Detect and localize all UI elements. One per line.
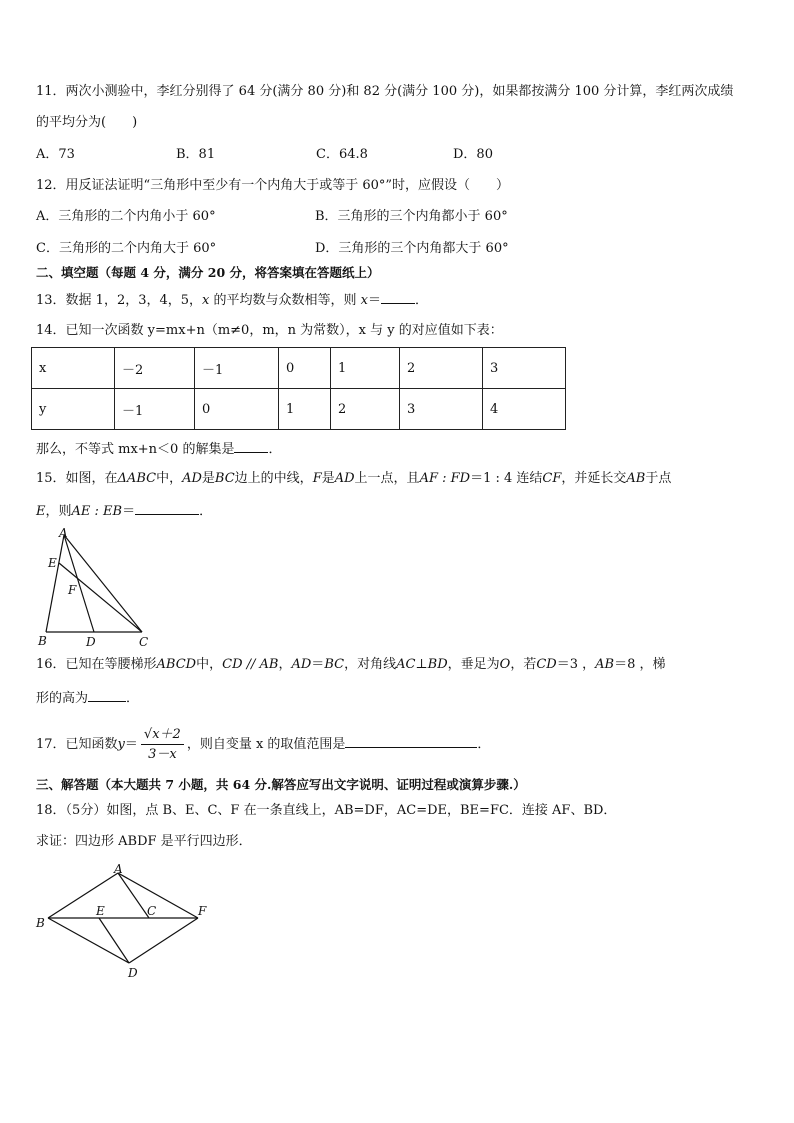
q16-stem-line2 (36, 688, 139, 708)
q11-option-c: C．64.8 (316, 147, 368, 162)
segment-bd (48, 918, 129, 963)
label-f: F (68, 583, 77, 597)
q18-parallelogram-figure (30, 862, 220, 982)
q17-math: y (117, 737, 125, 752)
q18-stem-line1: 18．（5分）如图，点 B、E、C、F 在一条直线上，AB=DF，AC=DE，BE=FC．连接 AF、BD． (36, 803, 617, 818)
q16-text: ，对角线 (344, 657, 397, 672)
q15-math: AE : EB (71, 504, 123, 519)
segment-ac (118, 873, 149, 918)
q15-text: ＝ (122, 504, 136, 519)
table-row (32, 389, 566, 430)
q16-math: AD (291, 657, 312, 672)
q16-text: ． (126, 691, 140, 706)
q11-stem-line1: 11．两次小测验中，李红分别得了 64 分(满分 80 分)和 82 分(满分 100 分)，如果都按满分 100 分计算，李红两次成绩 (36, 84, 734, 99)
q14-after-table (36, 439, 281, 459)
q15-math: CF (542, 471, 562, 486)
q15-math: AF : FD (419, 471, 471, 486)
q12-option-c: C．三角形的二个内角大于 60° (36, 241, 217, 256)
q15-text: ＝1 : 4 连结 (470, 471, 543, 486)
table-row (32, 348, 566, 389)
table-cell: －1 (195, 348, 279, 389)
label-c: C (139, 635, 149, 649)
section-heading-fill-in: 二、填空题（每题 4 分，满分 20 分，将答案填在答题纸上） (36, 265, 380, 280)
q15-text: ． (199, 504, 213, 519)
q11-stem-line2: 的平均分为( ) (36, 115, 138, 130)
segment-ab (46, 535, 64, 632)
q12-option-d: D．三角形的三个内角都大于 60° (315, 241, 509, 256)
table-cell: 3 (400, 389, 483, 430)
table-cell: 4 (483, 389, 566, 430)
q11-option-a: A．73 (36, 147, 75, 162)
q12-stem: 12．用反证法证明“三角形中至少有一个内角大于或等于 60°”时，应假设（ ） (36, 178, 510, 193)
q16-math: O (499, 657, 511, 672)
table-cell: －2 (115, 348, 195, 389)
table-cell: 1 (331, 348, 400, 389)
q16-math: ABCD (156, 657, 197, 672)
q16-text: ，垂足为 (447, 657, 500, 672)
q15-math: E (36, 504, 46, 519)
label-c: C (147, 904, 157, 918)
table-cell: y (32, 389, 115, 430)
q15-text: ，并延长交 (561, 471, 627, 486)
q15-text: 于点 (645, 471, 672, 486)
segment-af (118, 873, 198, 918)
q16-text: 形的高为 (36, 691, 89, 706)
label-a: A (114, 862, 123, 876)
q15-text: 中， (156, 471, 183, 486)
label-d: D (86, 635, 96, 649)
q16-math: BD (427, 657, 448, 672)
q16-text: ， (278, 657, 292, 672)
q17-fraction (141, 727, 184, 762)
q15-text: ，则 (45, 504, 72, 519)
q13-var-x2: x (360, 293, 368, 308)
q14-stem: 14．已知一次函数 y=mx+n（m≠0，m，n 为常数），x 与 y 的对应值如下表： (36, 323, 503, 338)
q15-text: 边上的中线， (234, 471, 313, 486)
q15-answer-blank[interactable] (135, 501, 199, 515)
q16-text: ＝ (311, 657, 325, 672)
label-e: E (48, 556, 57, 570)
table-cell: 1 (279, 389, 331, 430)
q15-math: AD (182, 471, 202, 486)
q14-value-table (31, 347, 566, 430)
q16-text: 中， (196, 657, 223, 672)
q16-math: BC (324, 657, 345, 672)
segment-df (129, 918, 198, 963)
table-cell: 2 (331, 389, 400, 430)
q16-text: ，若 (510, 657, 537, 672)
q14-after-text: 那么，不等式 mx+n＜0 的解集是 (36, 442, 235, 457)
q13-answer-blank[interactable] (381, 290, 415, 304)
q15-math: F (312, 471, 322, 486)
q15-text: 是 (321, 471, 335, 486)
q17-text: ，则自变量 x 的取值范围是 (186, 737, 346, 752)
q15-text: 上一点，且 (354, 471, 420, 486)
q11-option-d: D．80 (453, 147, 493, 162)
q15-text: 15．如图，在 (36, 471, 118, 486)
label-a: A (59, 526, 68, 540)
q14-end: ． (268, 442, 282, 457)
q15-math: ΔABC (117, 471, 157, 486)
q15-math: BC (214, 471, 235, 486)
q13-stem (36, 290, 428, 310)
q12-option-a: A．三角形的二个内角小于 60° (36, 209, 216, 224)
q15-math: AB (626, 471, 646, 486)
label-b: B (36, 916, 45, 930)
segment-ed (99, 918, 129, 963)
q16-text: ＝8 ，梯 (614, 657, 666, 672)
q17-denominator: 3－x (148, 747, 177, 762)
q16-stem-line1 (36, 656, 665, 674)
table-cell: 3 (483, 348, 566, 389)
table-cell: x (32, 348, 115, 389)
q13-end: ． (415, 293, 429, 308)
table-cell: 0 (279, 348, 331, 389)
segment-ab (48, 873, 118, 918)
table-cell: －1 (115, 389, 195, 430)
q17-answer-blank[interactable] (345, 734, 477, 748)
q14-answer-blank[interactable] (234, 439, 268, 453)
q13-text-mid: 的平均数与众数相等，则 (209, 293, 361, 308)
q15-math: AD (334, 471, 355, 486)
q15-text: 是 (201, 471, 215, 486)
q18-stem-line2: 求证：四边形 ABDF 是平行四边形． (36, 834, 252, 849)
table-cell: 0 (195, 389, 279, 430)
label-d: D (128, 966, 138, 980)
q16-math: AB (595, 657, 615, 672)
q16-answer-blank[interactable] (88, 688, 126, 702)
q17-text: ． (477, 737, 491, 752)
q17-math: ＝ (124, 737, 138, 752)
q17-text: 17．已知函数 (36, 737, 118, 752)
q16-math: CD // AB (222, 657, 279, 672)
q13-var-x: x (202, 293, 210, 308)
table-cell: 2 (400, 348, 483, 389)
q17-numerator: √x＋2 (141, 727, 184, 745)
q13-equals: ＝ (367, 293, 381, 308)
q15-stem-line2 (36, 501, 212, 521)
segment-ec (59, 563, 142, 632)
q16-text: ⊥ (415, 657, 428, 672)
q12-option-b: B．三角形的三个内角都小于 60° (315, 209, 508, 224)
q17-stem (36, 725, 490, 765)
q13-text-pre: 13．数据 1，2，3，4，5， (36, 293, 203, 308)
q16-math: CD (536, 657, 557, 672)
section-heading-answer: 三、解答题（本大题共 7 小题，共 64 分.解答应写出文字说明、证明过程或演算步骤.） (36, 777, 526, 792)
label-e: E (96, 904, 105, 918)
q15-triangle-figure (30, 525, 160, 650)
label-f: F (198, 904, 207, 918)
q16-math: AC (396, 657, 416, 672)
q15-stem-line1 (36, 470, 671, 488)
label-b: B (38, 634, 47, 648)
q16-text: ＝3 ， (556, 657, 596, 672)
q16-text: 16．已知在等腰梯形 (36, 657, 157, 672)
q11-option-b: B．81 (176, 147, 216, 162)
